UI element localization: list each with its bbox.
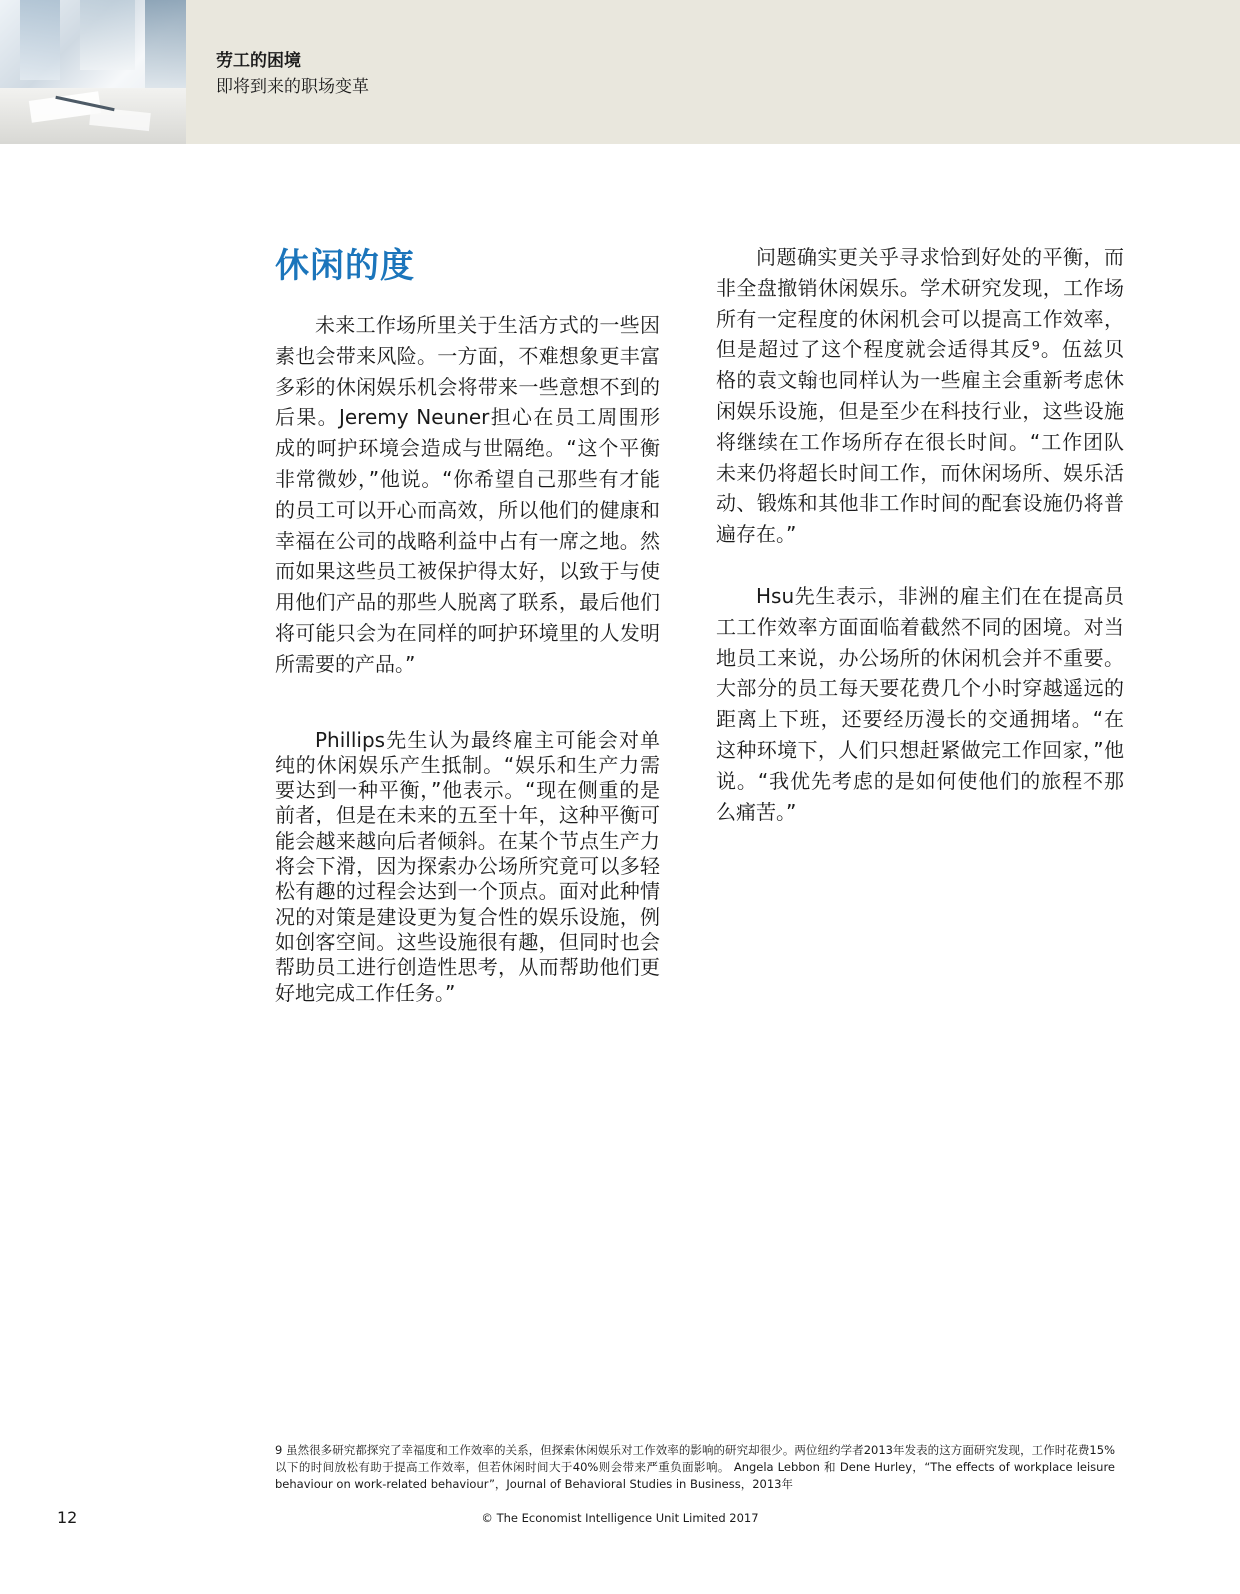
section-heading: 休闲的度 — [275, 246, 415, 286]
paragraph: Phillips先生认为最终雇主可能会对单纯的休闲娱乐产生抵制。“娱乐和生产力需要达到一种平衡，”他表示。“现在侧重的是前者，但是在未来的五至十年，这种平衡可能会越来越向后者倾斜。在某个节点生产力将会下滑，因为探索办公场所究竟可以多轻松有趣的过程会达到一个顶点。面对此种情况的对策是建设更为复合性的娱乐设施，例如创客空间。这些设施很有趣，但同时也会帮助员工进行创造性思考，从而帮助他们更好地完成工作任务。” — [275, 727, 660, 1005]
right-column — [716, 242, 1124, 827]
paragraph: 问题确实更关乎寻求恰到好处的平衡，而非全盘撤销休闲娱乐。学术研究发现，工作场所有一定程度的休闲机会可以提高工作效率，但是超过了这个程度就会适得其反⁹。伍兹贝格的袁文翰也同样认为一些雇主会重新考虑休闲娱乐设施，但是至少在科技行业，这些设施将继续在工作场所存在很长时间。“工作团队未来仍将超长时间工作，而休闲场所、娱乐活动、锻炼和其他非工作时间的配套设施仍将普遍存在。” — [716, 245, 1124, 547]
footnote: 9 虽然很多研究都探究了幸福度和工作效率的关系，但探索休闲娱乐对工作效率的影响的研究却很少。两位纽约学者2013年发表的这方面研究发现，工作时花费15%以下的时间放松有助于提高工作效率，但若休闲时间大于40%则会带来严重负面影响。 Angela Lebbon 和 Dene Hurley，“The effects of workplace leisure behaviour on work-related behaviour”，Journal of Behavioral Studies in Business，2013年 — [275, 1443, 1115, 1491]
copyright-notice: © The Economist Intelligence Unit Limited 2017 — [481, 1511, 759, 1525]
left-column — [275, 310, 660, 1006]
report-title: 劳工的困境 — [216, 51, 301, 71]
report-subtitle: 即将到来的职场变革 — [216, 77, 369, 97]
header-band — [0, 0, 1240, 144]
page-number: 12 — [57, 1508, 78, 1527]
paragraph: 未来工作场所里关于生活方式的一些因素也会带来风险。一方面，不难想象更丰富多彩的休闲娱乐机会将带来一些意想不到的后果。Jeremy Neuner担心在员工周围形成的呵护环境会造成与世隔绝。“这个平衡非常微妙，”他说。“你希望自己那些有才能的员工可以开心而高效，所以他们的健康和幸福在公司的战略利益中占有一席之地。然而如果这些员工被保护得太好，以致于与使用他们产品的那些人脱离了联系，最后他们将可能只会为在同样的呵护环境里的人发明所需要的产品。” — [275, 313, 660, 676]
header-office-image — [0, 0, 186, 144]
paragraph: Hsu先生表示，非洲的雇主们在在提高员工工作效率方面面临着截然不同的困境。对当地员工来说，办公场所的休闲机会并不重要。大部分的员工每天要花费几个小时穿越遥远的距离上下班，还要经历漫长的交通拥堵。“在这种环境下，人们只想赶紧做完工作回家，”他说。“我优先考虑的是如何使他们的旅程不那么痛苦。” — [716, 583, 1124, 824]
